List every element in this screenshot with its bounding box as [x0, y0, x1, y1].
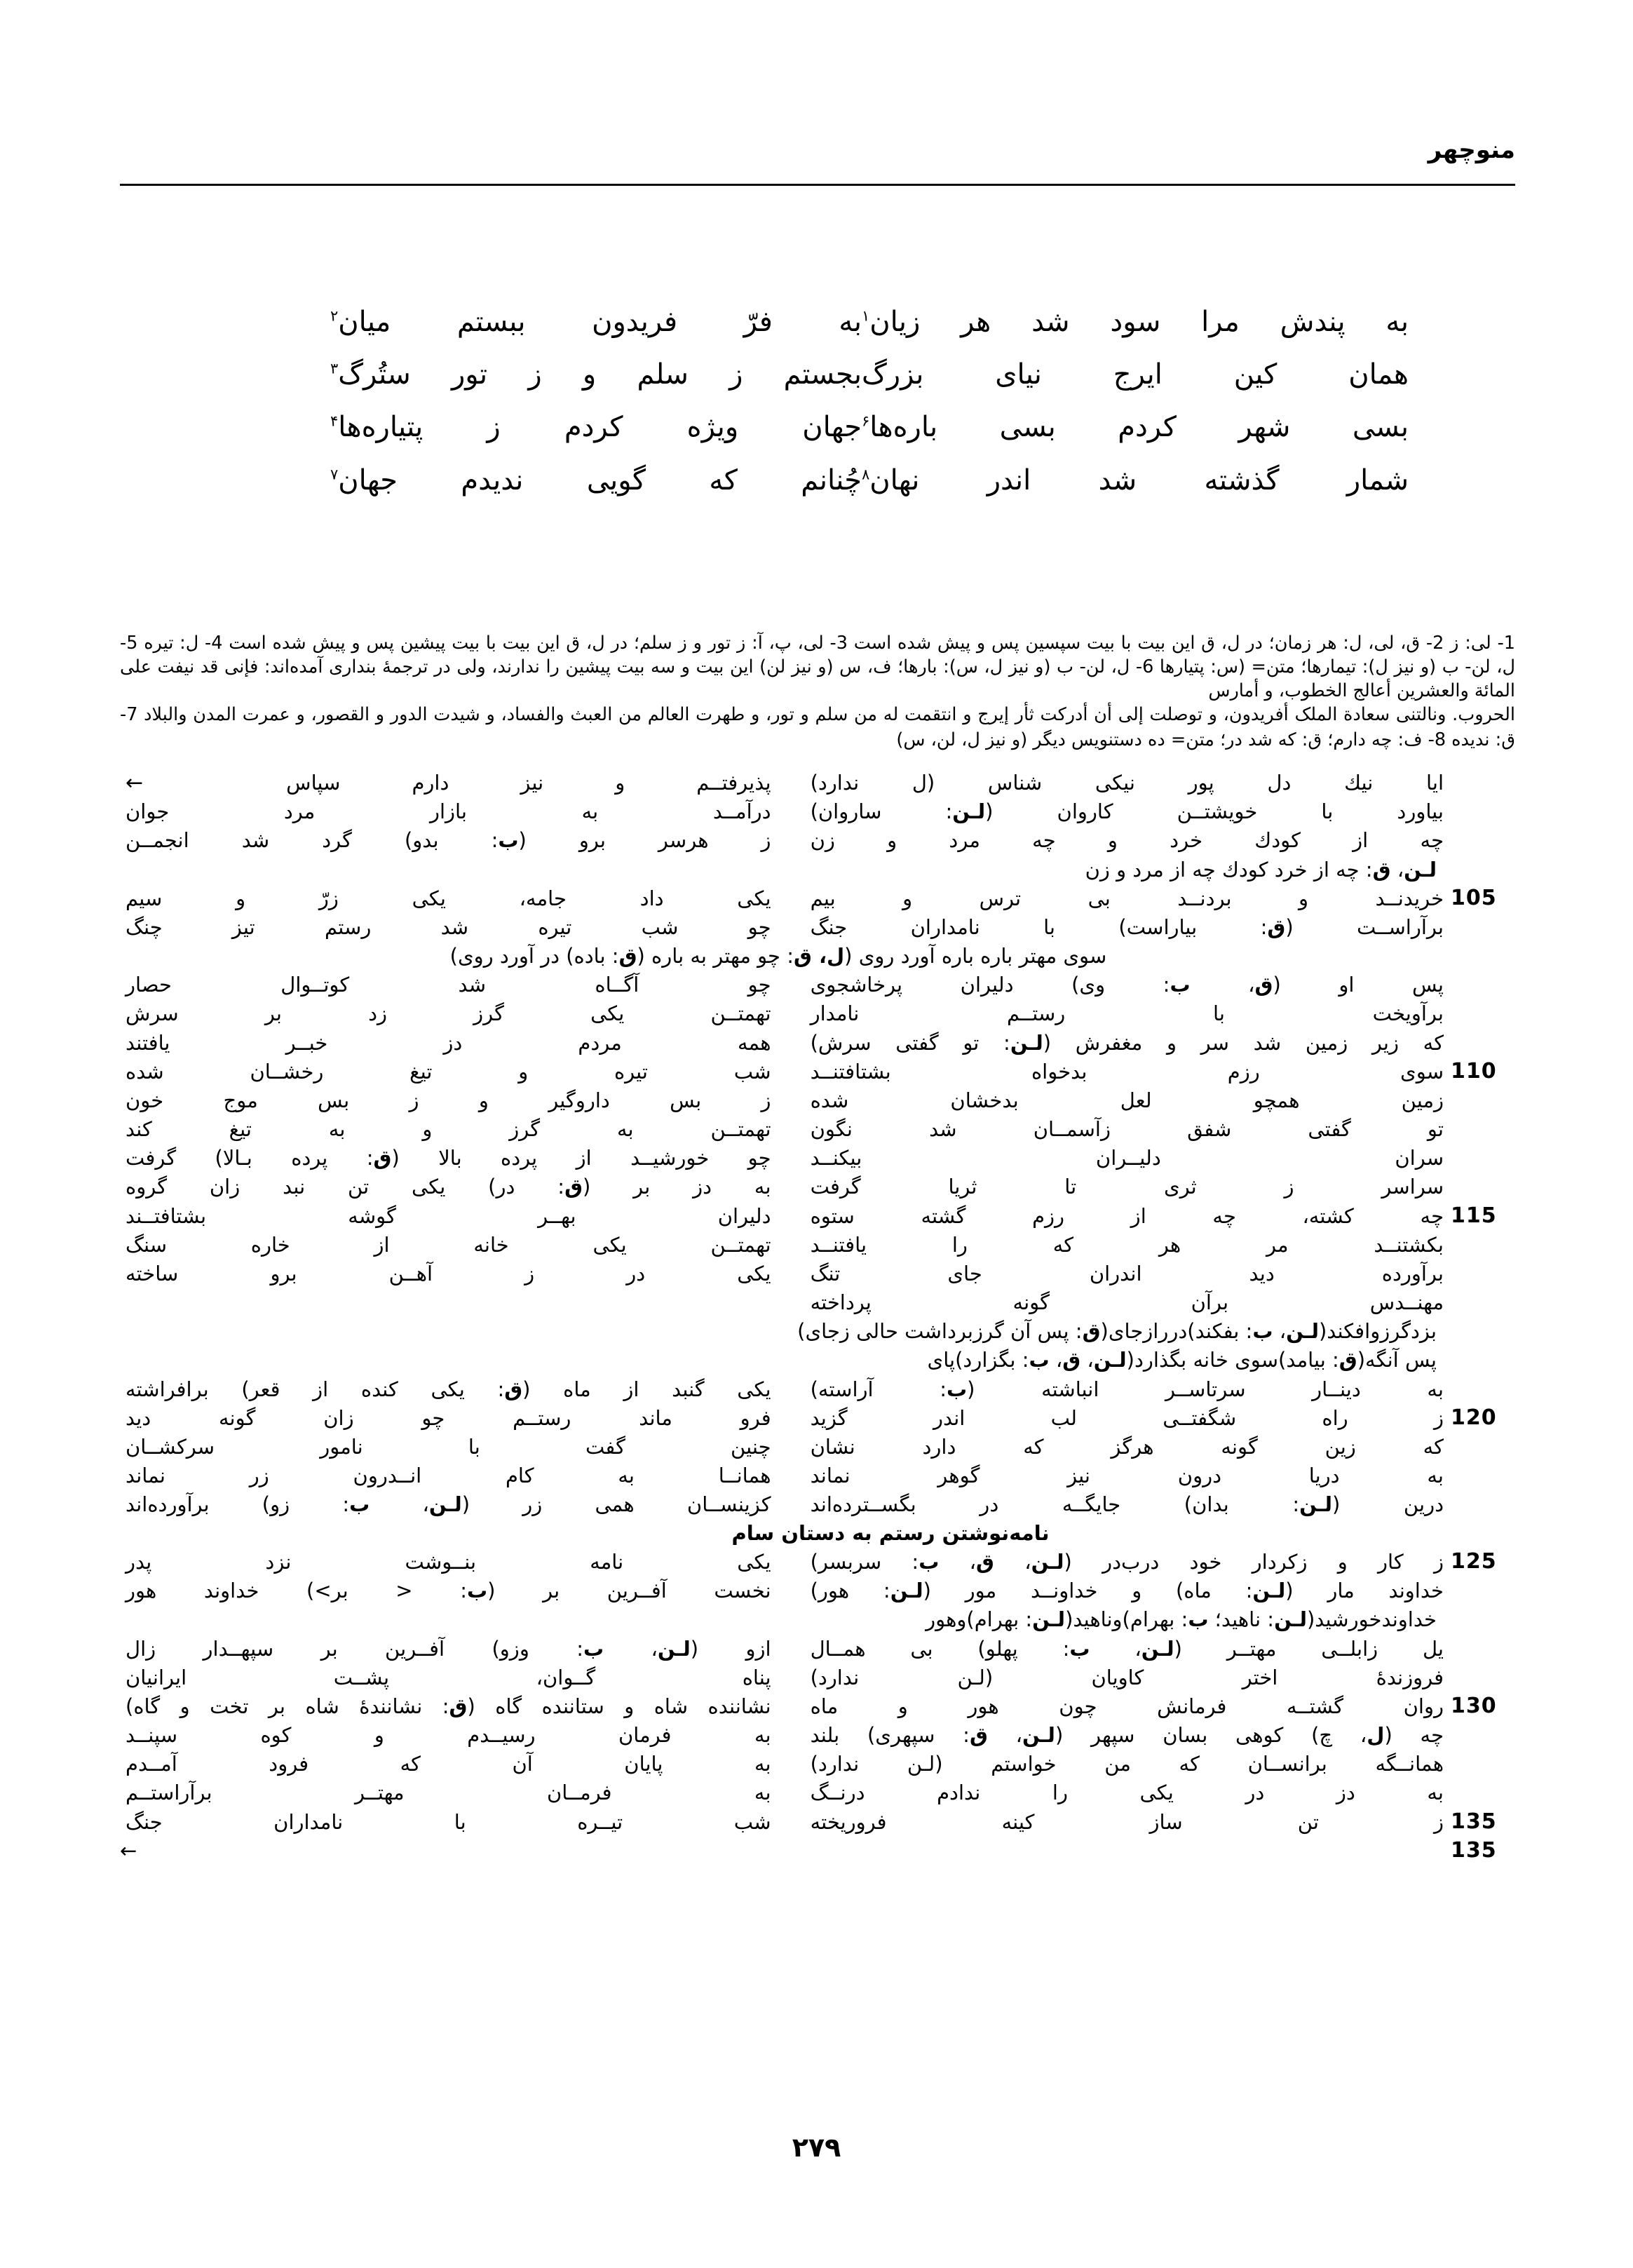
- line-number: [1451, 1635, 1515, 1636]
- variant-row: [120, 826, 1515, 855]
- variant-column-right: همه مردم دز خبــر یافتند: [126, 1030, 771, 1055]
- variant-column-right: درآمــد به بازار مرد جوان: [126, 799, 771, 824]
- variant-note: پس آنگه(ق: بیامد)سوی خانه بگذارد(لـن، ق، ب: بگزارد)پای: [927, 1348, 1437, 1372]
- variant-wide-row: [120, 1317, 1515, 1346]
- variant-column-left: كه زین گونه هرگز كه دارد نشان: [810, 1434, 1444, 1459]
- header-rule: [120, 184, 1515, 186]
- hemistich-text: بسی شهر کردم بسی باره‌ها: [869, 411, 1409, 444]
- line-number: [1451, 913, 1515, 914]
- variant-column-right: به پایان آن كه فرود آمــدم: [126, 1752, 771, 1776]
- variant-column-right: نخست آفــرین بر (ب: < بر>) خداوند هور: [126, 1579, 771, 1603]
- variant-row: [120, 1548, 1515, 1577]
- apparatus-line: 1- لی: ز 2- ق، لی، ل: هر زمان؛ در ل، ق این بیت با بیت سپسین پس و پیش شده است 3- لی، پ، آ: ز تور و ز سلم؛ در ل، ق این بیت با بیت پیشین پس و پیش شده است 4- ل: تیره 5- ل، لن- ب (و نیز ل): تیمارها؛ متن= (س: پتیارها 6- ل، لن- ب (و نیز ل، س): بارها؛ ف، س (و نیز لن) این بیت و سه بیت پیشین را ندارند، ولی در ترجمهٔ بنداری آمده‌اند: فإنی قد نیفت علی المائة والعشرین أعالج الخطوب، و أمارس: [120, 633, 1516, 702]
- variant-column-right: تهمتــن یكی خانه از خاره سنگ: [126, 1232, 771, 1257]
- variant-column-left: خداوند مار (لـن: ماه) و خداونــد مور (لـن: هور): [810, 1579, 1444, 1603]
- variant-row: [120, 1577, 1515, 1605]
- variant-column-left: كه زیر زمین شد سر و مغفرش (لـن: تو گفتی سرش): [810, 1030, 1444, 1055]
- footnote-marker: ۲: [330, 307, 339, 325]
- variant-column-right: یكی نامه بنــوشت نزد پدر: [126, 1550, 771, 1574]
- variant-column-left: درین (لـن: بدان) جایگــه در بگســترده‌اند: [810, 1492, 1444, 1517]
- variant-column-right: یكی داد جامه، یكی زرّ و سیم: [126, 886, 771, 910]
- variant-row: [120, 1721, 1515, 1750]
- variant-row: [120, 1663, 1515, 1692]
- footnote-marker: ۴: [330, 413, 339, 431]
- variant-column-right: همانــا به كام انــدرون زر نماند: [126, 1464, 771, 1488]
- hemistich-b: [862, 460, 1423, 501]
- hemistich-b: [862, 302, 1423, 343]
- footnote-marker: ۸: [862, 466, 870, 483]
- hemistich-text: همان کین ایرج نیای بزرگ: [862, 358, 1409, 391]
- folio-number: ۲۷۹: [792, 2132, 841, 2163]
- variant-row: [120, 1692, 1515, 1721]
- couplet: [301, 302, 1423, 343]
- variant-column-left: سوی رزم بدخواه بشتافتنــد: [810, 1059, 1444, 1084]
- variant-row: [120, 1231, 1515, 1260]
- line-number: 130: [1451, 1693, 1497, 1718]
- variant-column-left: فروزندهٔ اختر كاویان (لـن ندارد): [810, 1665, 1444, 1689]
- variant-wide-row: [120, 1605, 1515, 1634]
- line-number: [1451, 1375, 1515, 1377]
- variant-row: [120, 1635, 1515, 1663]
- variant-column-right: نشاننده شاه و ستاننده گاه (ق: نشانندهٔ شاه بر تخت و گاه): [126, 1694, 771, 1718]
- variant-row: [120, 1058, 1515, 1086]
- line-number: [1451, 1778, 1515, 1780]
- variant-column-left: روان گشتــه فرمانش چون هور و ماه: [810, 1694, 1444, 1718]
- variant-column-left: بكشتنــد مر هر كه را یافتنــد: [810, 1232, 1444, 1257]
- line-number: [1451, 1490, 1515, 1492]
- variant-column-left: خریدنــد و بردنــد بی ترس و بیم: [810, 886, 1444, 910]
- apparatus-line-arabic: الحروب. ونالتنی سعادة الملک أفریدون، و توصلت إلی أن أدرکت ثأر إیرج و انتقمت له من سلم و تور، و طهرت العالم من العبث والفساد، و شیدت الدور و القصور، و عمرت المدن والبلاد 7- ق: ندیده 8- ف: چه دارم؛ ق: که شد در؛ متن= ده دستنویس دیگر (و نیز ل، لن، س): [120, 704, 1515, 750]
- variant-note: بزدگرزوافكند(لـن، ب: بفكند)دررازجای(ق: پس آن گرزبرداشت حالی زجای): [797, 1319, 1437, 1344]
- variant-wide-row: [120, 942, 1515, 971]
- line-number: [1451, 942, 1515, 943]
- variant-column-right: یكی گنبد از ماه (ق: یكی كنده از قعر) برافراشته: [126, 1377, 771, 1401]
- hemistich-text: بجستم ز سلم و ز تور ستُرگ: [338, 358, 862, 391]
- variant-column-right: تهمتــن یكی گرز زد بر سرش: [126, 1001, 771, 1026]
- footnote-marker: ۶: [862, 413, 870, 431]
- footnote-marker: ۳: [330, 360, 339, 377]
- hemistich-a: [301, 460, 862, 501]
- line-number: 125: [1451, 1549, 1497, 1574]
- variant-row: [120, 1202, 1515, 1231]
- variant-column-right: كزینســان همی زر (لـن، ب: زو) برآورده‌اند: [126, 1492, 771, 1517]
- hemistich-a: [301, 407, 862, 448]
- variant-row: [120, 769, 1515, 797]
- variant-row: [120, 1462, 1515, 1490]
- line-number: 135: [1451, 1809, 1497, 1834]
- footnote-marker: ۱: [862, 307, 870, 325]
- variant-column-right: شب تیره و تیغ رخشــان شده: [126, 1059, 771, 1084]
- variant-column-right: دلیران بهــر گوشه بشتافتــند: [126, 1203, 771, 1228]
- variant-column-left: به دینــار سرتاســر انباشته (ب: آراسته): [810, 1377, 1444, 1401]
- variant-column-right: تهمتــن به گرز و به تیغ كند: [126, 1117, 771, 1142]
- couplet: [301, 407, 1423, 448]
- variant-row: [120, 884, 1515, 913]
- line-number: [1451, 1433, 1515, 1434]
- footnote-marker: ۷: [330, 466, 339, 483]
- line-number: [1451, 1144, 1515, 1145]
- variant-column-right: ز بس داروگیر و ز بس موج خون: [126, 1088, 771, 1112]
- variant-column-left: ز راه شگفتــی لب اندر گزید: [810, 1405, 1444, 1430]
- line-number: [1451, 1317, 1515, 1318]
- variant-note: ←: [120, 1838, 137, 1863]
- line-number: 135: [1451, 1837, 1497, 1863]
- line-number: [1451, 1260, 1515, 1261]
- couplet: [301, 354, 1423, 396]
- variant-row: [120, 1808, 1515, 1837]
- variant-column-left: تو گفتی شفق زآسمــان شد نگون: [810, 1117, 1444, 1142]
- line-number: [1451, 1346, 1515, 1347]
- variant-column-left: مهنــدس برآن گونه پرداخته: [810, 1290, 1444, 1315]
- variant-row: [120, 797, 1515, 826]
- variant-column-left: برآویخت با رستــم نامدار: [810, 1001, 1444, 1026]
- line-number: [1451, 1029, 1515, 1030]
- line-number: 105: [1451, 885, 1497, 910]
- line-number: [1451, 1663, 1515, 1665]
- line-number: [1451, 999, 1515, 1001]
- line-number: [1451, 1173, 1515, 1174]
- variant-column-right: چنین گفت با نامور سركشــان: [126, 1434, 771, 1459]
- hemistich-text: چُنانم که گویی ندیدم جهان: [338, 464, 862, 497]
- variant-column-left: به دریا درون نیز گوهر نماند: [810, 1464, 1444, 1488]
- hemistich-text: شمار گذشته شد اندر نهان: [869, 464, 1409, 497]
- couplet: [301, 460, 1423, 501]
- variant-column-left: سران دلیــران بیكنــد: [810, 1146, 1444, 1170]
- variant-column-right: به فرمــان مهتــر برآراستــم: [126, 1781, 771, 1805]
- variant-row: [120, 1375, 1515, 1404]
- variant-column-right: ز هرسر برو (ب: بدو) گرد شد انجمــن: [126, 828, 771, 853]
- variant-row: [120, 1778, 1515, 1807]
- section-heading: نامه‌نوشتن رستم به دستان سام: [731, 1521, 1050, 1546]
- hemistich-a: [301, 302, 862, 343]
- variant-row: [120, 1144, 1515, 1173]
- variant-wide-row: [120, 1837, 1515, 1865]
- variant-column-right: به دز بر (ق: در) یكی تن نبد زان گروه: [126, 1175, 771, 1199]
- line-number: [1451, 1750, 1515, 1751]
- variant-column-left: ایا نیك دل پور نیكی شناس (ل ندارد): [810, 771, 1444, 795]
- running-head-title: منوچهر: [1428, 136, 1515, 164]
- variant-wide-row: [120, 856, 1515, 884]
- variant-column-left: زمین همچو لعل بدخشان شده: [810, 1088, 1444, 1112]
- variant-column-right: فرو ماند رستــم چو زان گونه دید: [126, 1405, 771, 1430]
- line-number: [1451, 797, 1515, 799]
- line-number: [1451, 1288, 1515, 1290]
- variant-column-left: ز تن ساز كینه فروریخته: [810, 1809, 1444, 1834]
- variant-column-right: پذیرفتــم و نیز دارم سپاس ←: [126, 771, 771, 795]
- variant-column-right: به فرمان رسیــدم و كوه سپنــد: [126, 1723, 771, 1748]
- variant-column-right: چو خورشیــد از پرده بالا (ق: پرده بـالا) گرفت: [126, 1146, 771, 1170]
- variant-column-left: چه (ل، چ) كوهی بسان سپهر (لـن، ق: سپهری) بلند: [810, 1723, 1444, 1748]
- line-number: [1451, 1115, 1515, 1116]
- variant-column-left: ز كار و زكردار خود درب‌در (لـن، ق، ب: سربسر): [810, 1550, 1444, 1574]
- hemistich-b: [862, 354, 1423, 396]
- variant-row: [120, 913, 1515, 942]
- line-number: [1451, 769, 1515, 770]
- hemistich-text: جهان ویژه کردم ز پتیاره‌ها: [338, 411, 862, 444]
- line-number: [1451, 1519, 1515, 1520]
- variant-column-left: یل زابلــی مهتــر (لـن، ب: پهلو) بی همــال: [810, 1636, 1444, 1661]
- variant-row: [120, 1288, 1515, 1317]
- line-number: [1451, 826, 1515, 828]
- variant-column-left: چه از كودك خرد و چه مرد و زن: [810, 828, 1444, 853]
- variant-note: خداوندخورشید(لـن: ناهید؛ ب: بهرام)وناهید(لـن: بهرام)وهور: [926, 1607, 1437, 1632]
- line-number: [1451, 1577, 1515, 1578]
- variant-wide-row: [120, 1346, 1515, 1375]
- variant-column-left: برآراســت (ق: بیاراست) با نامداران جنگ: [810, 914, 1444, 939]
- line-number: 115: [1451, 1203, 1497, 1228]
- variant-column-left: پس او (ق، ب: وی) دلیران پرخاشجوی: [810, 973, 1444, 997]
- variant-column-left: برآورده دید اندران جای تنگ: [810, 1261, 1444, 1285]
- line-number: 110: [1451, 1058, 1497, 1084]
- variant-note: سوی مهتر باره باره آورد روی (ل، ق: چو مهتر به باره (ق: باده) در آورد روی): [449, 944, 1107, 968]
- hemistich-b: [862, 407, 1423, 448]
- variant-column-right: چو شب تیره شد رستم تیز چنگ: [126, 914, 771, 939]
- variant-column-right: ازو (لـن، ب: وزو) آفــرین بر سپهــدار زال: [126, 1636, 771, 1661]
- variant-row: [120, 1750, 1515, 1778]
- line-number: [1451, 1605, 1515, 1607]
- variant-row: [120, 1490, 1515, 1519]
- running-head: [118, 137, 1515, 163]
- variant-row: [120, 1086, 1515, 1115]
- variant-column-right: پناه گــوان، پشــت ایرانیان: [126, 1665, 771, 1689]
- hemistich-text: به پندش مرا سود شد هر زیان: [869, 306, 1409, 338]
- line-number: [1451, 971, 1515, 972]
- variant-row: [120, 971, 1515, 999]
- variant-column-left: به دز در یكی را ندادم درنــگ: [810, 1781, 1444, 1805]
- variant-column-left: چه كشته، چه از رزم گشته ستوه: [810, 1203, 1444, 1228]
- verse-block: [301, 302, 1423, 513]
- variant-column-left: همانــگه برانســان كه من خواستم (لـن ندارد): [810, 1752, 1444, 1776]
- variant-row: [120, 1173, 1515, 1201]
- variant-row: [120, 1260, 1515, 1288]
- hemistich-text: به فرّ فریدون ببستم میان: [338, 306, 862, 338]
- hemistich-a: [301, 354, 862, 396]
- variant-row: [120, 1404, 1515, 1433]
- variant-body: [120, 769, 1515, 1865]
- variant-row: [120, 1029, 1515, 1058]
- section-heading-row: [120, 1519, 1515, 1548]
- continuation-arrow-icon: ←: [126, 771, 144, 795]
- line-number: [1451, 1231, 1515, 1232]
- variant-column-left: بیاورد با خویشتــن كاروان (لـن: ساروان): [810, 799, 1444, 824]
- variant-row: [120, 1115, 1515, 1144]
- footnote-apparatus: [120, 631, 1515, 752]
- line-number: [1451, 856, 1515, 857]
- variant-column-left: سراسر ز ثری تا ثریا گرفت: [810, 1175, 1444, 1199]
- variant-column-right: یكی در ز آهــن برو ساخته: [126, 1261, 771, 1285]
- line-number: [1451, 1462, 1515, 1463]
- line-number: [1451, 1721, 1515, 1722]
- variant-row: [120, 1433, 1515, 1462]
- line-number: [1451, 1086, 1515, 1088]
- variant-note: لـن، ق: چه از خرد كودك چه از مرد و زن: [1085, 857, 1437, 882]
- line-number: 120: [1451, 1405, 1497, 1430]
- variant-row: [120, 999, 1515, 1028]
- variant-column-right: شب تیــره با نامداران جنگ: [126, 1809, 771, 1834]
- variant-column-right: چو آگــاه شد كوتــوال حصار: [126, 973, 771, 997]
